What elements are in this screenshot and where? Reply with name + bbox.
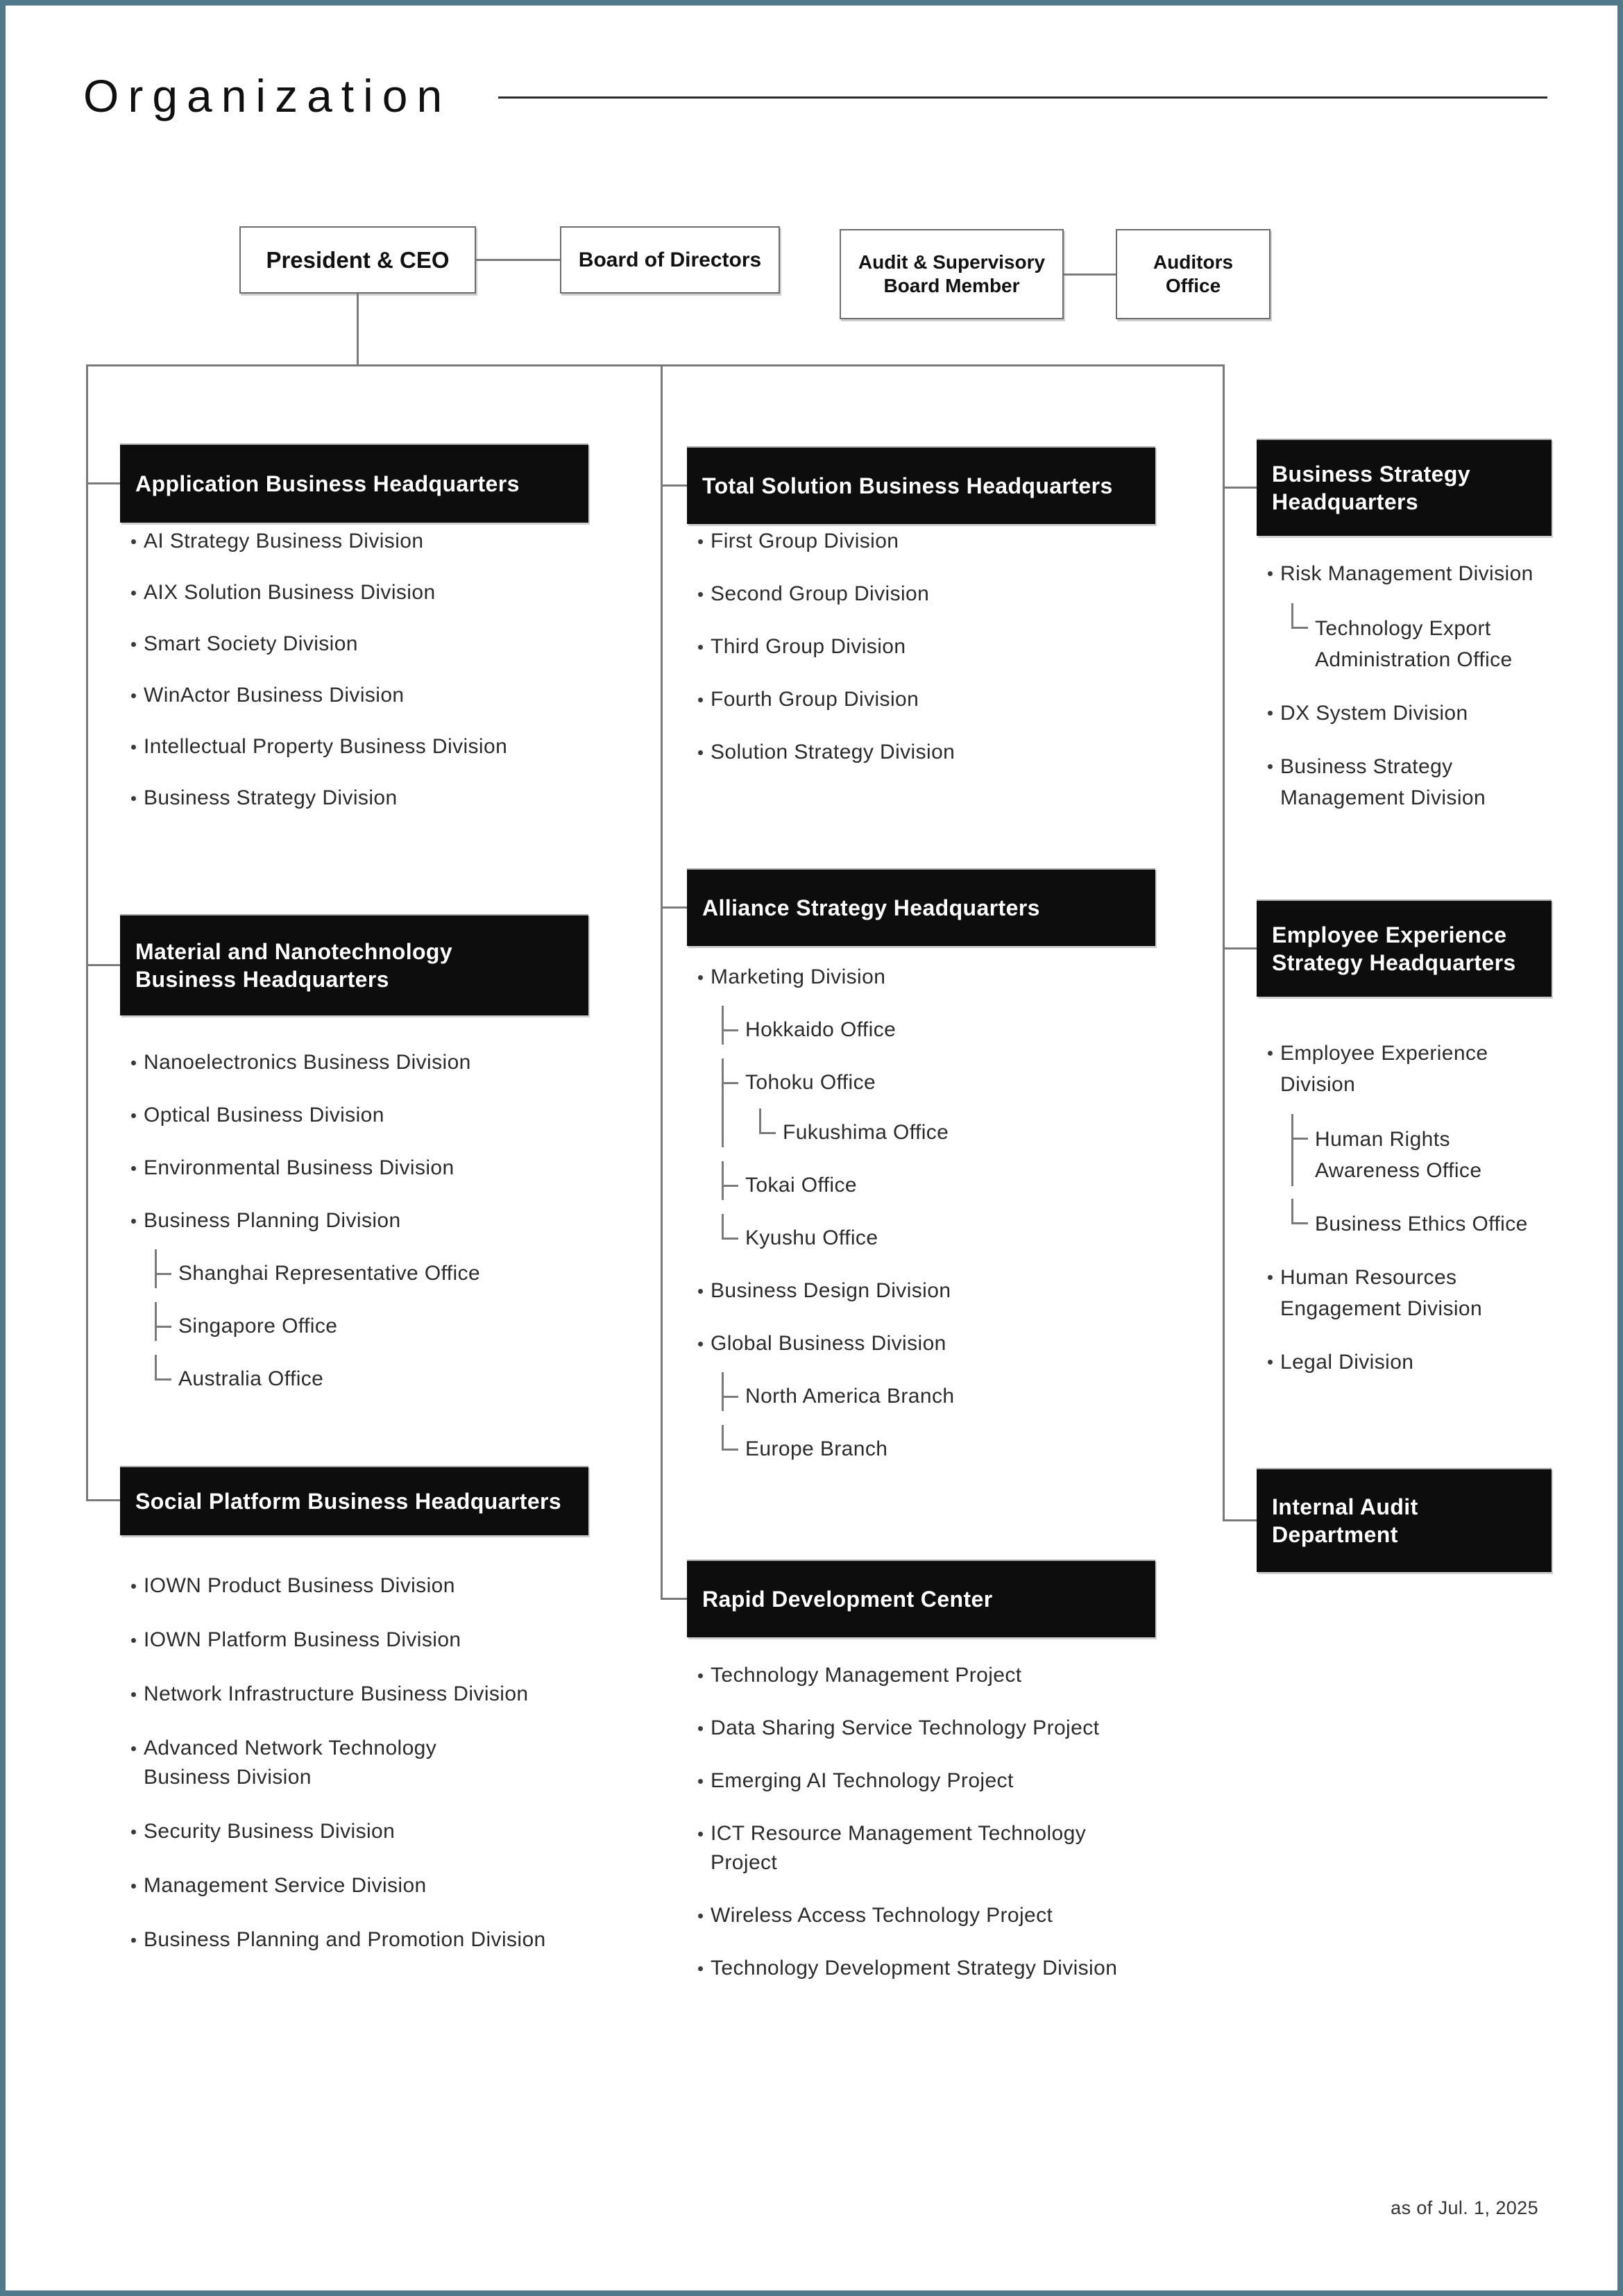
- item-label: First Group Division: [711, 530, 899, 552]
- division-list: [687, 527, 1155, 767]
- item-label: Employee Experience Division: [1280, 1042, 1488, 1096]
- item-label: Security Business Division: [144, 1820, 396, 1843]
- bullet-dot: [1268, 711, 1273, 716]
- division-item: [1257, 1038, 1552, 1240]
- text-line: Application Business Headquarters: [135, 471, 520, 496]
- item-label: Business Strategy Management Division: [1280, 755, 1486, 809]
- bullet-dot: [131, 1830, 136, 1834]
- division-item: [120, 1734, 588, 1792]
- item-label: Network Infrastructure Business Division: [144, 1682, 529, 1705]
- bullet-dot: [131, 1746, 136, 1751]
- bullet-dot: [131, 693, 136, 698]
- bullet-dot: [698, 750, 703, 755]
- division-item: [120, 527, 588, 556]
- office-subtree: [1291, 1124, 1552, 1240]
- division-item: [687, 963, 1155, 1253]
- connector-stub-social: [86, 1499, 120, 1501]
- bullet-dot: [131, 1584, 136, 1589]
- office-subtree: [759, 1118, 1155, 1147]
- text-line: Board of Directors: [578, 248, 762, 271]
- connector-stub-internal: [1223, 1519, 1257, 1521]
- division-list: [1257, 1038, 1552, 1378]
- item-label: Business Design Division: [711, 1279, 951, 1302]
- connector-right-column: [1223, 364, 1225, 1521]
- text-line: Employee Experience: [1272, 922, 1507, 947]
- division-item: [120, 1626, 588, 1655]
- bullet-dot: [1268, 1360, 1273, 1365]
- audit-supervisory-board-member-box: [840, 229, 1064, 319]
- division-item: [687, 738, 1155, 767]
- division-list: [687, 1661, 1155, 1983]
- bullet-dot: [131, 642, 136, 647]
- item-label: Human Rights Awareness Office: [1315, 1128, 1482, 1182]
- item-label: Data Sharing Service Technology Project: [711, 1716, 1100, 1739]
- office-subtree: [722, 1382, 1155, 1464]
- item-label: Tokai Office: [745, 1174, 857, 1197]
- item-label: AIX Solution Business Division: [144, 581, 436, 604]
- bullet-dot: [1268, 1051, 1273, 1056]
- item-label: Environmental Business Division: [144, 1156, 454, 1179]
- section-business-strategy-hq: [1257, 439, 1552, 836]
- bullet-dot: [131, 539, 136, 544]
- item-label: Advanced Network Technology Business Division: [144, 1737, 437, 1789]
- office-item: [155, 1312, 588, 1341]
- text-line: Headquarters: [1272, 489, 1419, 514]
- division-list: [120, 1048, 588, 1394]
- connector-stub-alliance: [661, 906, 687, 909]
- item-label: Fourth Group Division: [711, 688, 919, 711]
- text-line: Material and Nanotechnology: [135, 939, 453, 964]
- division-item: [120, 1101, 588, 1130]
- division-item: [120, 1571, 588, 1601]
- item-label: Europe Branch: [745, 1437, 888, 1460]
- division-item: [120, 578, 588, 607]
- bullet-dot: [698, 1673, 703, 1678]
- item-label: Technology Export Administration Office: [1315, 617, 1513, 671]
- bullet-dot: [698, 1289, 703, 1294]
- item-label: Technology Management Project: [711, 1664, 1022, 1687]
- division-item: [687, 1901, 1155, 1930]
- office-item: [155, 1365, 588, 1394]
- division-item: [687, 632, 1155, 661]
- section-header: [687, 1560, 1155, 1637]
- bullet-dot: [698, 698, 703, 702]
- division-item: [1257, 558, 1552, 675]
- item-label: Nanoelectronics Business Division: [144, 1051, 471, 1074]
- division-item: [120, 1206, 588, 1394]
- president-ceo-box: [239, 226, 476, 294]
- connector-stub-empexp: [1223, 947, 1257, 949]
- bullet-dot: [131, 1638, 136, 1643]
- item-label: Management Service Division: [144, 1874, 427, 1897]
- office-item: [722, 1435, 1155, 1464]
- office-item: [722, 1171, 1155, 1200]
- text-line: President & CEO: [266, 246, 450, 273]
- bullet-dot: [131, 1884, 136, 1889]
- division-item: [687, 1954, 1155, 1983]
- item-label: Business Planning Division: [144, 1209, 401, 1232]
- division-item: [120, 1871, 588, 1900]
- division-item: [687, 685, 1155, 714]
- connector-stub-material: [86, 964, 120, 966]
- division-item: [687, 1661, 1155, 1690]
- bullet-dot: [131, 1113, 136, 1118]
- item-label: Kyushu Office: [745, 1226, 878, 1249]
- bullet-dot: [698, 1726, 703, 1731]
- division-item: [120, 630, 588, 659]
- connector-president-down: [357, 294, 359, 365]
- section-total-solution-hq: [687, 446, 1155, 791]
- bullet-dot: [698, 592, 703, 597]
- item-label: ICT Resource Management Technology Project: [711, 1822, 1087, 1874]
- division-item: [120, 1680, 588, 1709]
- bullet-dot: [1268, 764, 1273, 769]
- item-label: Marketing Division: [711, 965, 886, 988]
- item-label: Tohoku Office: [745, 1071, 876, 1094]
- connector-president-board: [476, 259, 560, 261]
- division-item: [687, 1766, 1155, 1796]
- item-label: Fukushima Office: [783, 1121, 949, 1144]
- office-item: [722, 1224, 1155, 1253]
- office-item: [722, 1015, 1155, 1045]
- office-subtree: [722, 1015, 1155, 1253]
- item-label: Risk Management Division: [1280, 562, 1533, 585]
- item-label: Third Group Division: [711, 635, 906, 658]
- division-item: [687, 527, 1155, 556]
- text-line: Total Solution Business Headquarters: [702, 473, 1113, 498]
- connector-stub-total: [661, 484, 687, 487]
- section-header: [687, 868, 1155, 946]
- bullet-dot: [698, 1966, 703, 1971]
- item-label: Australia Office: [178, 1367, 324, 1390]
- bullet-dot: [1268, 571, 1273, 576]
- division-item: [120, 1154, 588, 1183]
- connector-stub-bizstrat: [1223, 487, 1257, 489]
- section-header: [687, 446, 1155, 524]
- bullet-dot: [131, 1166, 136, 1171]
- section-header: [1257, 439, 1552, 536]
- office-item: [1291, 1208, 1552, 1240]
- text-line: Audit & Supervisory: [858, 251, 1046, 273]
- division-item: [120, 784, 588, 813]
- bullet-dot: [698, 1779, 703, 1784]
- division-list: [120, 1571, 588, 1955]
- division-item: [1257, 1262, 1552, 1324]
- connector-stub-application: [86, 482, 120, 484]
- connector-audit-auditors: [1064, 273, 1116, 276]
- text-line: Internal Audit: [1272, 1494, 1418, 1519]
- connector-middle-column: [661, 364, 663, 1599]
- bullet-dot: [131, 1692, 136, 1697]
- bullet-dot: [698, 975, 703, 980]
- bullet-dot: [131, 1219, 136, 1224]
- text-line: Office: [1165, 275, 1221, 296]
- text-line: Department: [1272, 1522, 1398, 1547]
- office-item: [1291, 1124, 1552, 1186]
- division-item: [1257, 1347, 1552, 1378]
- division-list: [1257, 558, 1552, 813]
- as-of-date: as of Jul. 1, 2025: [1391, 2197, 1538, 2218]
- section-social-platform-hq: [120, 1466, 588, 1980]
- item-label: North America Branch: [745, 1385, 955, 1408]
- section-alliance-strategy-hq: [687, 868, 1155, 1487]
- item-label: Technology Development Strategy Division: [711, 1957, 1118, 1980]
- text-line: Business Headquarters: [135, 967, 389, 992]
- item-label: Solution Strategy Division: [711, 741, 955, 763]
- division-item: [687, 1714, 1155, 1743]
- section-internal-audit-department: [1257, 1468, 1552, 1572]
- section-header: [120, 914, 588, 1015]
- division-item: [120, 1048, 588, 1077]
- text-line: Business Strategy: [1272, 462, 1471, 487]
- office-item: [1291, 613, 1552, 675]
- bullet-dot: [131, 1938, 136, 1943]
- office-subtree: [155, 1259, 588, 1394]
- item-label: IOWN Platform Business Division: [144, 1628, 461, 1651]
- division-item: [120, 1925, 588, 1955]
- section-header: [1257, 1468, 1552, 1572]
- item-label: WinActor Business Division: [144, 684, 405, 707]
- item-label: Business Strategy Division: [144, 786, 398, 809]
- office-item: [722, 1382, 1155, 1411]
- item-label: Smart Society Division: [144, 632, 358, 655]
- item-label: Wireless Access Technology Project: [711, 1904, 1053, 1927]
- division-item: [687, 1276, 1155, 1306]
- division-item: [1257, 751, 1552, 813]
- text-line: Strategy Headquarters: [1272, 950, 1516, 975]
- section-header: [120, 444, 588, 523]
- division-item: [687, 1819, 1155, 1877]
- auditors-office-box: [1116, 229, 1271, 319]
- text-line: Rapid Development Center: [702, 1587, 993, 1612]
- bullet-dot: [698, 1832, 703, 1837]
- text-line: Auditors: [1153, 251, 1234, 273]
- page-title: Organization: [83, 70, 452, 121]
- office-item: [722, 1068, 1155, 1147]
- text-line: Board Member: [883, 275, 1020, 296]
- division-item: [120, 681, 588, 710]
- text-line: Social Platform Business Headquarters: [135, 1489, 562, 1514]
- connector-spine: [86, 364, 1225, 366]
- division-item: [1257, 698, 1552, 729]
- division-item: [687, 580, 1155, 609]
- bullet-dot: [131, 796, 136, 801]
- section-application-business-hq: [120, 444, 588, 835]
- section-employee-experience-hq: [1257, 900, 1552, 1400]
- bullet-dot: [1268, 1275, 1273, 1280]
- bullet-dot: [131, 1061, 136, 1065]
- division-list: [120, 527, 588, 813]
- item-label: Optical Business Division: [144, 1104, 384, 1126]
- item-label: AI Strategy Business Division: [144, 530, 424, 552]
- item-label: Business Ethics Office: [1315, 1213, 1528, 1235]
- office-item: [155, 1259, 588, 1288]
- bullet-dot: [698, 1342, 703, 1347]
- bullet-dot: [131, 591, 136, 596]
- division-list: [687, 963, 1155, 1464]
- item-label: Global Business Division: [711, 1332, 946, 1355]
- section-header: [1257, 900, 1552, 997]
- office-item: [759, 1118, 1155, 1147]
- item-label: Second Group Division: [711, 582, 930, 605]
- bullet-dot: [698, 1914, 703, 1918]
- item-label: Hokkaido Office: [745, 1018, 897, 1041]
- text-line: Alliance Strategy Headquarters: [702, 895, 1040, 920]
- section-header: [120, 1466, 588, 1535]
- item-label: Business Planning and Promotion Division: [144, 1928, 546, 1951]
- item-label: Shanghai Representative Office: [178, 1262, 481, 1285]
- item-label: DX System Division: [1280, 702, 1468, 725]
- division-item: [120, 732, 588, 761]
- item-label: Human Resources Engagement Division: [1280, 1266, 1483, 1320]
- connector-left-column: [86, 364, 88, 1501]
- bullet-dot: [698, 645, 703, 650]
- title-rule: [498, 96, 1547, 99]
- connector-stub-rapid: [661, 1598, 687, 1600]
- division-item: [120, 1817, 588, 1846]
- section-material-nanotechnology-hq: [120, 914, 588, 1417]
- division-item: [687, 1329, 1155, 1464]
- board-of-directors-box: [560, 226, 780, 294]
- item-label: Legal Division: [1280, 1351, 1414, 1374]
- office-subtree: [1291, 613, 1552, 675]
- section-rapid-development-center: [687, 1560, 1155, 2007]
- item-label: Intellectual Property Business Division: [144, 735, 508, 758]
- bullet-dot: [698, 539, 703, 544]
- item-label: IOWN Product Business Division: [144, 1574, 455, 1597]
- item-label: Singapore Office: [178, 1315, 338, 1337]
- item-label: Emerging AI Technology Project: [711, 1769, 1014, 1792]
- bullet-dot: [131, 745, 136, 750]
